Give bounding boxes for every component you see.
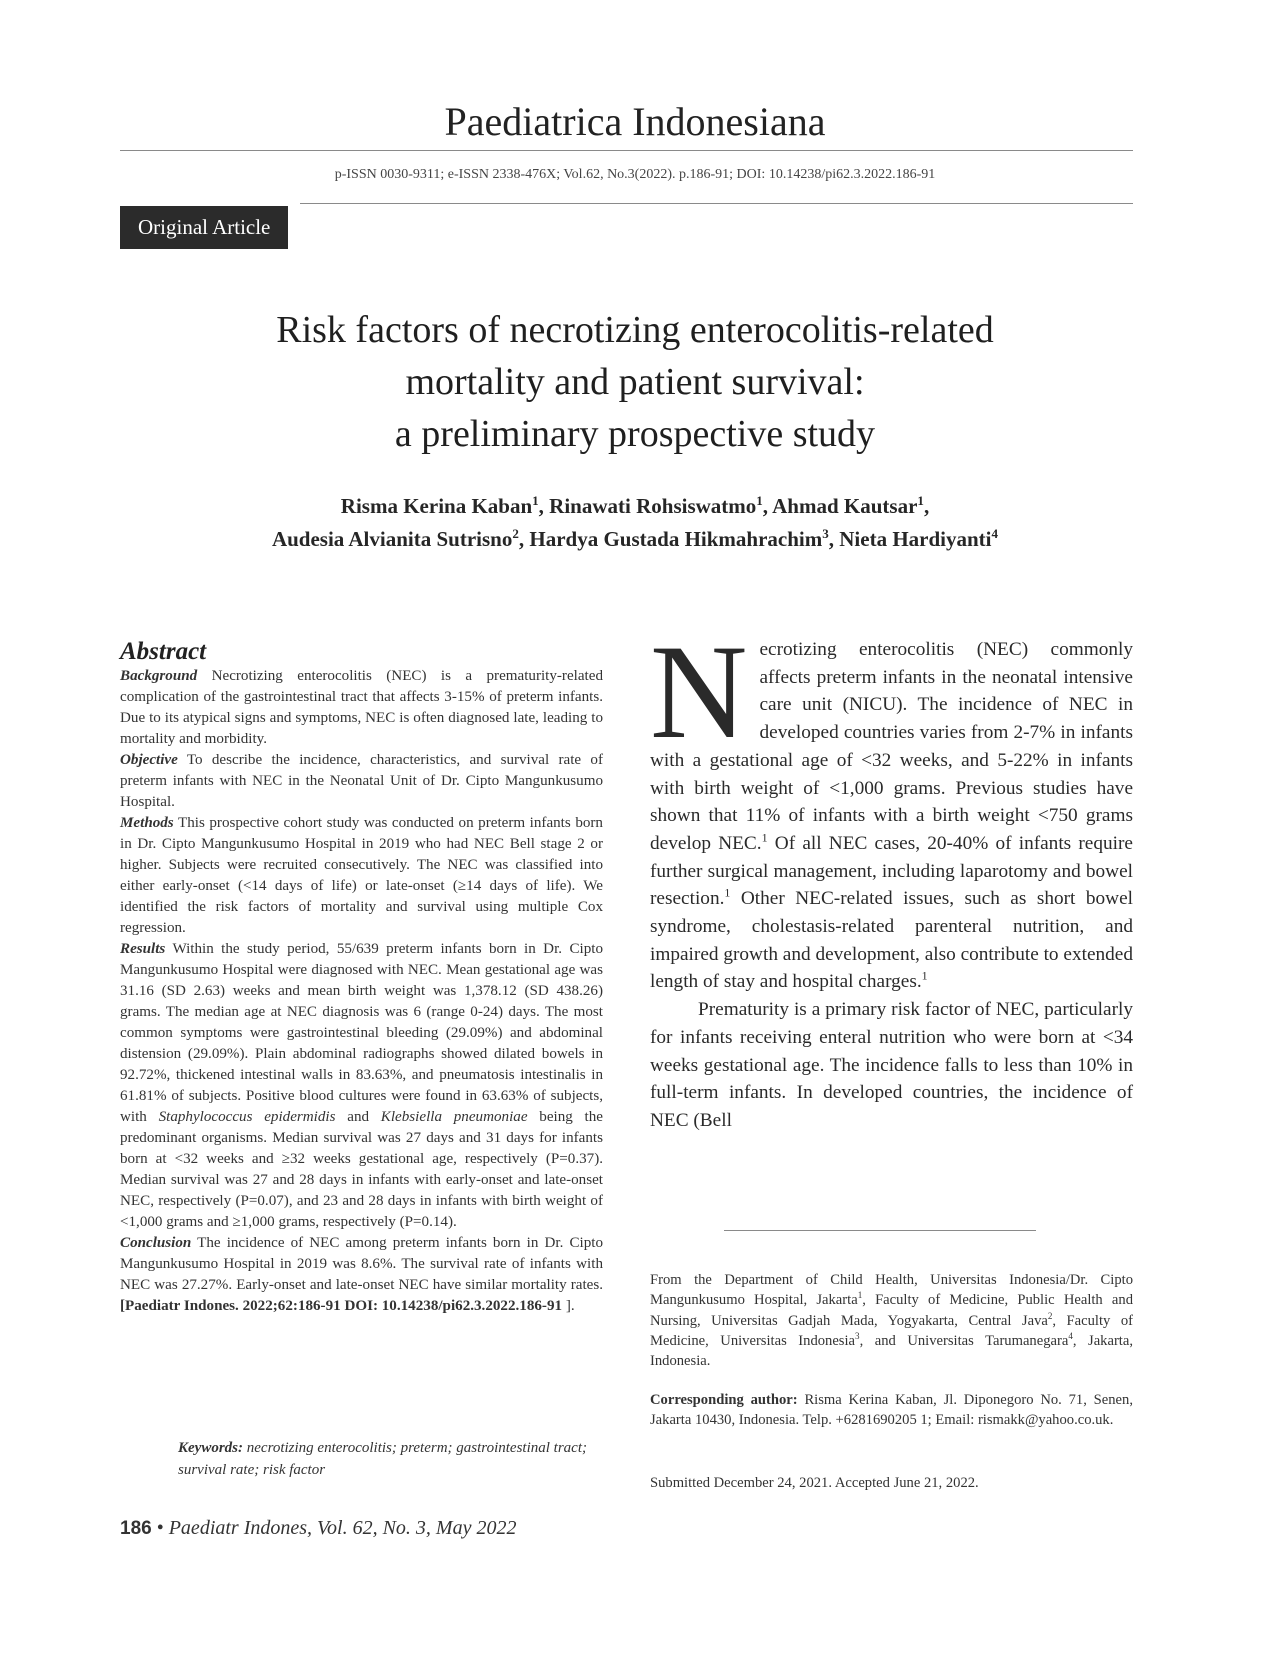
footer-citation: Paediatr Indones, Vol. 62, No. 3, May 2022 (168, 1517, 517, 1539)
section-label: Background (120, 668, 198, 684)
section-text: To describe the incidence, characteristics, and survival rate of preterm infants with NEC in the Neonatal Unit of Dr. Cipto Mangunkusumo Hospital. (120, 752, 603, 810)
affiliation-text: From the Department of Child Health, Universitas Indonesia/Dr. Cipto Mangunkusumo Hospital, Jakarta (650, 1272, 1133, 1309)
page-footer (120, 1517, 516, 1540)
section-label: Objective (120, 752, 178, 768)
affiliation-marker: 3 (822, 526, 829, 541)
organism-name: Staphylococcus epidermidis (158, 1109, 336, 1125)
section-label: Conclusion (120, 1235, 192, 1251)
affiliation-text: , Jakarta, Indonesia. (650, 1332, 1133, 1370)
citation-end: ]. (565, 1298, 575, 1314)
author-name: Hardya Gustada Hikmahrachim (529, 527, 823, 551)
abstract-heading: Abstract (120, 638, 207, 665)
keywords (178, 1437, 598, 1481)
drop-cap: N (650, 618, 748, 767)
intro-text: Other NEC-related issues, such as short bowel syndrome, cholestasis-related parenteral nutrition, and impaired growth and development, also contribute to extended length of stay and hospital charges. (650, 888, 1133, 993)
section-text: This prospective cohort study was conducted on preterm infants born in Dr. Cipto Mangunkusumo Hospital in 2019 who had NEC Bell stage 2 or higher. Subjects were recruited consecutively. The NEC was classified into either early-onset (<14 days of life) or late-onset (≥14 days of life). We identified the risk factors of mortality and survival using multiple Cox regression. (120, 815, 603, 936)
issn-line: p-ISSN 0030-9311; e-ISSN 2338-476X; Vol.62, No.3(2022). p.186-91; DOI: 10.14238/pi62.3.2022.186-91 (334, 167, 936, 182)
abstract-background (120, 666, 603, 750)
keywords-text: necrotizing enterocolitis; preterm; gastrointestinal tract; survival rate; risk factor (178, 1440, 587, 1478)
title-line-2: mortality and patient survival: (405, 361, 865, 403)
keywords-label: Keywords: (178, 1440, 243, 1456)
section-text: being the predominant organisms. Median survival was 27 days and 31 days for infants born at <32 weeks and ≥32 weeks gestational age, respectively (P=0.37). Median survival was 27 and 28 days in infants with early-onset and late-onset NEC, respectively (P=0.07), and 23 and 28 days in infants with birth weight of <1,000 grams and ≥1,000 grams, respectively (P=0.14). (120, 1109, 603, 1230)
journal-title: Paediatrica Indonesiana (444, 99, 826, 144)
intro-text: Of all NEC cases, 20-40% of infants require further surgical management, including laparotomy and bowel resection. (650, 832, 1133, 910)
affiliation-marker: 2 (1047, 1310, 1053, 1321)
abstract-body (120, 666, 603, 1317)
article-type-badge: Original Article (120, 206, 288, 249)
submission-dates: Submitted December 24, 2021. Accepted June 21, 2022. (650, 1475, 979, 1491)
author-list (0, 490, 1270, 556)
author-line-1: Risma Kerina Kaban$^1$, Rinawati Rohsiswatmo$^1$, Ahmad Kautsar$^1$, (340, 493, 930, 518)
corresponding-author (650, 1390, 1133, 1431)
section-text: Necrotizing enterocolitis (NEC) is a prematurity-related complication of the gastrointestinal tract that affects 3-15% of preterm infants. Due to its atypical signs and symptoms, NEC is often diagnosed late, leading to mortality and morbidity. (120, 668, 603, 747)
author-name: Audesia Alvianita Sutrisno (271, 527, 513, 551)
affiliation-rule (724, 1230, 1036, 1231)
reference-marker: 1 (761, 830, 768, 845)
affiliation-marker: 4 (991, 526, 999, 541)
affiliation-text: , Faculty of Medicine, Universitas Indonesia (650, 1312, 1133, 1349)
footer-bullet: • (156, 1517, 164, 1539)
affiliations (650, 1270, 1133, 1371)
abstract-citation: [Paediatr Indones. 2022;62:186-91 DOI: 10.14238/pi62.3.2022.186-91 (120, 1298, 563, 1314)
section-text: The incidence of NEC among preterm infants born in Dr. Cipto Mangunkusumo Hospital in 2019 was 8.6%. The survival rate of infants with NEC was 27.27%. Early-onset and late-onset NEC have similar mortality rates. (120, 1235, 603, 1293)
affiliation-marker: 1 (756, 493, 763, 508)
header-rule-bottom (300, 203, 1133, 204)
section-label: Results (120, 941, 166, 957)
affiliation-marker: 1 (532, 493, 539, 508)
corresponding-text: Risma Kerina Kaban, Jl. Diponegoro No. 71, Senen, Jakarta 10430, Indonesia. Telp. +6281690205 1; Email: rismakk@yahoo.co.uk. (650, 1392, 1133, 1429)
author-name: Risma Kerina Kaban (340, 494, 533, 518)
page-number: 186 (120, 1518, 152, 1539)
affiliation-marker: 1 (857, 1290, 863, 1301)
abstract-conclusion (120, 1233, 603, 1317)
introduction-text (650, 618, 1133, 1135)
paper-title (0, 304, 1270, 460)
author-name: Rinawati Rohsiswatmo (549, 494, 757, 518)
affiliation-marker: 4 (1068, 1331, 1073, 1342)
abstract-methods (120, 813, 603, 939)
intro-text: ecrotizing enterocolitis (NEC) commonly affects preterm infants in the neonatal intensive care unit (NICU). The incidence of NEC in developed countries varies from 2-7% in infants with a gestational age of <32 weeks, and 5-22% in infants with birth weight of <1,000 grams. Previous studies have shown that 11% of infants with a birth weight <750 grams develop NEC. (650, 639, 1133, 854)
abstract-objective (120, 750, 603, 813)
affiliation-marker: 1 (917, 493, 924, 508)
intro-paragraph-1 (650, 618, 1133, 996)
author-name: Ahmad Kautsar (772, 494, 918, 518)
reference-marker: 1 (921, 969, 928, 984)
affiliation-marker: 2 (512, 526, 519, 541)
title-line-3: a preliminary prospective study (394, 413, 876, 455)
affiliation-text: , Faculty of Medicine, Public Health and Nursing, Universitas Gadjah Mada, Yogyakarta, Central Java (650, 1292, 1133, 1329)
header-rule-top (120, 150, 1133, 151)
section-text: Within the study period, 55/639 preterm infants born in Dr. Cipto Mangunkusumo Hospital were diagnosed with NEC. Mean gestational age was 31.16 (SD 2.63) weeks and mean birth weight was 1,378.12 (SD 438.26) grams. The median age at NEC diagnosis was 6 (range 0-24) days. The most common symptoms were gastrointestinal bleeding (29.09%) and abdominal distension (29.09%). Plain abdominal radiographs showed dilated bowels in 92.72%, thickened intestinal walls in 83.63%, and pneumatosis intestinalis in 61.81% of subjects. Positive blood cultures were found in 63.63% of subjects, with (120, 941, 603, 1125)
section-label: Methods (120, 815, 174, 831)
reference-marker: 1 (724, 885, 731, 900)
author-line-2: Audesia Alvianita Sutrisno$^2$, Hardya Gustada Hikmahrachim$^3$, Nieta Hardiyanti$^4$ (271, 526, 999, 551)
affiliation-text: , and Universitas Tarumanegara (859, 1332, 1069, 1349)
affiliation-marker: 3 (855, 1331, 860, 1342)
abstract-results (120, 939, 603, 1233)
intro-paragraph-2: Prematurity is a primary risk factor of NEC, particularly for infants receiving enteral nutrition who were born at <34 weeks gestational age. The incidence falls to less than 10% in full-term infants. In developed countries, the incidence of NEC (Bell (650, 999, 1133, 1131)
organism-name: Klebsiella pneumoniae (380, 1109, 528, 1125)
title-line-1: Risk factors of necrotizing enterocolitis-related (276, 309, 994, 351)
section-text: and (347, 1109, 370, 1125)
author-name: Nieta Hardiyanti (839, 527, 992, 551)
corresponding-label: Corresponding author: (650, 1392, 798, 1408)
